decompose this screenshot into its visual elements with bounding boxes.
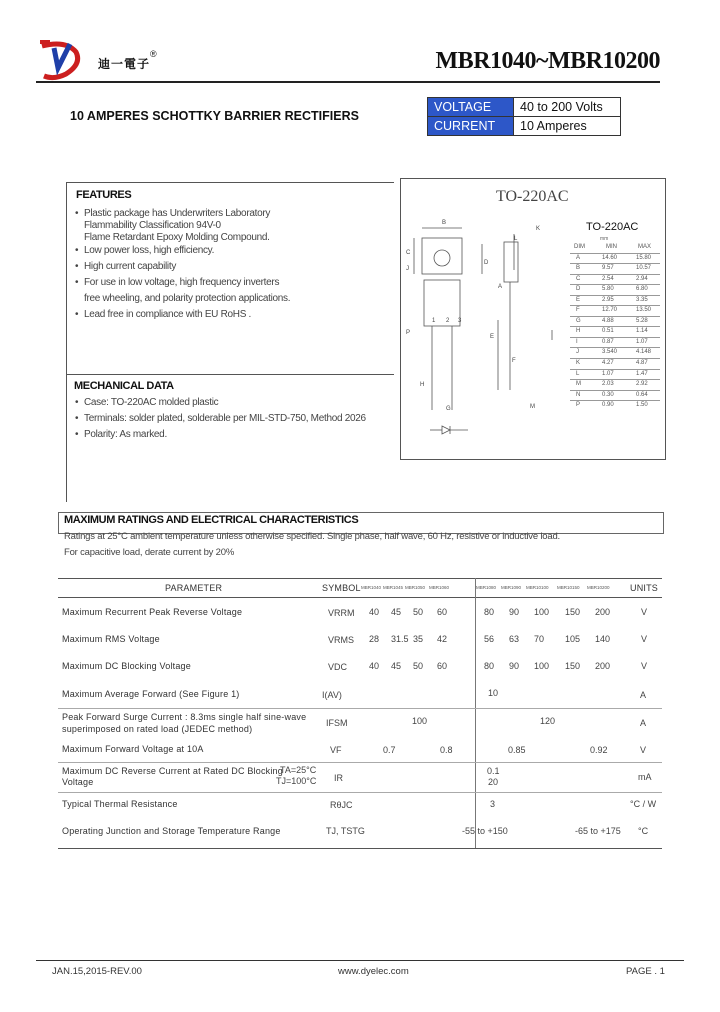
value-cell: 56 xyxy=(484,634,495,644)
dimension-unit: mm xyxy=(600,236,609,242)
dimension-cell: 13.50 xyxy=(636,307,652,314)
dimension-cell: 2.95 xyxy=(602,296,614,303)
param-label: Maximum RMS Voltage xyxy=(62,634,160,644)
dimension-cell: J xyxy=(576,349,579,356)
dimension-row xyxy=(570,390,660,401)
value-cell: 140 xyxy=(595,634,611,644)
dimension-cell: M xyxy=(576,381,581,388)
spec-key: VOLTAGE xyxy=(428,98,514,117)
dim-label: H xyxy=(420,382,425,388)
dimension-cell: 2.94 xyxy=(636,275,648,282)
value-surge-b: 120 xyxy=(540,716,556,726)
dimension-cell: F xyxy=(576,307,580,314)
value-temp-b: -65 to +175 xyxy=(575,826,621,836)
table-group-divider xyxy=(475,578,476,848)
dimension-cell: 0.90 xyxy=(602,402,614,409)
mechanical-rule xyxy=(66,374,394,375)
header-rule xyxy=(36,81,660,83)
dim-label: G xyxy=(446,406,451,412)
dimension-cell: G xyxy=(576,317,581,324)
model-header: MBR1050 xyxy=(405,585,426,590)
dimension-cell: H xyxy=(576,328,581,335)
symbol-vf: VF xyxy=(330,745,342,755)
dimension-cell: 9.57 xyxy=(602,265,614,272)
value-cell: 80 xyxy=(484,661,495,671)
value-cell: 40 xyxy=(369,661,380,671)
dimension-cell: 0.87 xyxy=(602,338,614,345)
footer-page: PAGE . 1 xyxy=(626,966,665,977)
dim-label: 1 xyxy=(432,318,436,324)
param-label: Maximum DC Blocking Voltage xyxy=(62,661,191,671)
dimension-row xyxy=(570,253,660,264)
dimension-cell: N xyxy=(576,391,581,398)
dimension-row xyxy=(570,379,660,390)
dim-label: M xyxy=(530,404,535,410)
spec-summary-table xyxy=(427,97,621,136)
dim-label: J xyxy=(406,266,409,272)
dimension-cell: 4.88 xyxy=(602,317,614,324)
list-item-text: High current capability xyxy=(84,261,177,272)
list-item xyxy=(84,293,384,305)
unit-avg-forward: A xyxy=(640,690,647,700)
list-item: • High current capability xyxy=(75,261,177,272)
col-header-units: UNITS xyxy=(630,583,658,593)
value-vf: 0.92 xyxy=(590,745,608,755)
symbol-surge: IFSM xyxy=(326,718,348,728)
company-name: 迪一電子 xyxy=(98,57,151,71)
model-header: MBR1060 xyxy=(429,585,450,590)
footer-url[interactable]: www.dyelec.com xyxy=(338,966,409,977)
value-thermal: 3 xyxy=(490,799,496,809)
mechanical-title: MECHANICAL DATA xyxy=(74,380,174,392)
dimension-cell: 5.80 xyxy=(602,286,614,293)
dimension-row xyxy=(570,358,660,369)
symbol-cell: VDC xyxy=(328,662,348,672)
dimension-table-title: TO-220AC xyxy=(586,221,639,233)
dimension-cell: 10.57 xyxy=(636,265,652,272)
value-cell: 50 xyxy=(413,607,424,617)
dimension-rows xyxy=(570,253,660,411)
dimension-cell: A xyxy=(576,254,581,261)
dimension-cell: 3.35 xyxy=(636,296,648,303)
ratings-note-1: Ratings at 25°C ambient temperature unless otherwise specified. Single phase, half wave, 60 Hz, resistive or inductive load. xyxy=(64,531,560,542)
dimension-cell: 6.80 xyxy=(636,286,648,293)
unit-cell: V xyxy=(641,634,648,644)
dimension-cell: D xyxy=(576,286,581,293)
dimension-cell: 14.60 xyxy=(602,254,618,261)
model-header: MBR1080 xyxy=(476,585,497,590)
list-item-text: Terminals: solder plated, solderable per MIL-STD-750, Method 2026 xyxy=(84,413,366,424)
dim-header: MAX xyxy=(638,244,652,250)
dimension-cell: 4.87 xyxy=(636,360,648,367)
dimension-row xyxy=(570,337,660,348)
dimension-row xyxy=(570,400,660,411)
list-item xyxy=(84,220,384,232)
dimension-cell: 2.03 xyxy=(602,381,614,388)
dimension-cell: P xyxy=(576,402,581,409)
value-cell: 70 xyxy=(534,634,545,644)
dimension-row xyxy=(570,326,660,337)
registered-mark: ® xyxy=(150,49,157,59)
symbol-thermal: RθJC xyxy=(330,800,353,810)
dimension-row xyxy=(570,369,660,380)
table-top-rule xyxy=(58,578,662,579)
value-cell: 200 xyxy=(595,607,611,617)
symbol-temp: TJ, TSTG xyxy=(326,826,365,836)
dimension-cell: 1.07 xyxy=(602,370,614,377)
footer-rule xyxy=(36,960,684,961)
value-cell: 63 xyxy=(509,634,520,644)
unit-temp: °C xyxy=(638,826,649,836)
param-thermal: Typical Thermal Resistance xyxy=(62,799,178,809)
list-item-text: Low power loss, high efficiency. xyxy=(84,245,215,256)
value-cell: 28 xyxy=(369,634,380,644)
symbol-ir: IR xyxy=(334,773,343,783)
package-outline-drawing xyxy=(402,210,567,450)
dimension-cell: 0.51 xyxy=(602,328,614,335)
dimension-row xyxy=(570,316,660,327)
dimension-row xyxy=(570,295,660,306)
dimension-cell: E xyxy=(576,296,581,303)
value-cell: 100 xyxy=(534,607,550,617)
model-header: MBR1090 xyxy=(501,585,522,590)
value-cell: 60 xyxy=(437,661,448,671)
dimension-cell: B xyxy=(576,265,581,272)
list-item xyxy=(84,232,384,244)
ir-temp-2: TJ=100°C xyxy=(276,776,317,786)
dim-header: MIN xyxy=(606,244,617,250)
list-item: • Terminals: solder plated, solderable per MIL-STD-750, Method 2026 xyxy=(75,413,366,424)
ratings-note-2: For capacitive load, derate current by 20% xyxy=(64,547,235,558)
list-item-text: Case: TO-220AC molded plastic xyxy=(84,397,219,408)
unit-cell: V xyxy=(641,607,648,617)
dimension-cell: 0.30 xyxy=(602,391,614,398)
param-label: Maximum Recurrent Peak Reverse Voltage xyxy=(62,607,243,617)
part-number-title: MBR1040~MBR10200 xyxy=(435,48,660,74)
value-cell: 150 xyxy=(565,607,581,617)
dimension-cell: 2.92 xyxy=(636,381,648,388)
value-cell: 50 xyxy=(413,661,424,671)
value-cell: 40 xyxy=(369,607,380,617)
value-cell: 80 xyxy=(484,607,495,617)
col-header-symbol: SYMBOL xyxy=(322,583,361,593)
param-temp: Operating Junction and Storage Temperature Range xyxy=(62,826,281,836)
row-rule xyxy=(58,762,662,763)
unit-cell: V xyxy=(641,661,648,671)
value-cell: 150 xyxy=(565,661,581,671)
list-item: • Case: TO-220AC molded plastic xyxy=(75,397,219,408)
dimension-header-row xyxy=(570,243,660,253)
symbol-cell: VRRM xyxy=(328,608,355,618)
symbol-cell: VRMS xyxy=(328,635,355,645)
value-avg-forward: 10 xyxy=(488,688,499,698)
dim-label: E xyxy=(490,334,495,340)
value-temp-a: -55 to +150 xyxy=(462,826,508,836)
mechanical-list xyxy=(75,397,394,441)
dimension-cell: C xyxy=(576,275,581,282)
dim-label: A xyxy=(498,284,503,290)
dim-label: C xyxy=(406,250,411,256)
spec-row-voltage xyxy=(428,98,621,117)
dimension-table xyxy=(570,243,660,411)
list-item-text: Flame Retardant Epoxy Molding Compound. xyxy=(84,232,270,243)
value-cell: 31.5 xyxy=(391,634,409,644)
dim-label: L xyxy=(514,236,518,242)
dimension-cell: 1.07 xyxy=(636,338,648,345)
model-header: MBR1040 xyxy=(361,585,382,590)
spec-row-current xyxy=(428,117,621,136)
row-rule xyxy=(58,708,662,709)
dimension-cell: 1.14 xyxy=(636,328,648,335)
list-item-text: Flammability Classification 94V-0 xyxy=(84,220,221,231)
features-list xyxy=(75,208,384,321)
dimension-cell: K xyxy=(576,360,581,367)
list-item-text: Polarity: As marked. xyxy=(84,429,167,440)
company-logo xyxy=(36,38,100,82)
param-ir-1: Maximum DC Reverse Current at Rated DC Blocking xyxy=(62,766,283,776)
footer-date: JAN.15,2015-REV.00 xyxy=(52,966,142,977)
value-cell: 35 xyxy=(413,634,424,644)
dimension-row xyxy=(570,263,660,274)
dim-header: DIM xyxy=(574,244,585,250)
value-cell: 60 xyxy=(437,607,448,617)
dimension-row xyxy=(570,274,660,285)
value-vf: 0.8 xyxy=(440,745,453,755)
model-header: MBR10100 xyxy=(526,585,549,590)
dimension-cell: I xyxy=(576,338,578,345)
param-surge-2: superimposed on rated load (JEDEC method) xyxy=(62,724,253,734)
dimension-row xyxy=(570,305,660,316)
unit-thermal: °C / W xyxy=(630,799,657,809)
value-cell: 45 xyxy=(391,607,402,617)
dim-label: B xyxy=(442,220,447,226)
col-header-parameter: PARAMETER xyxy=(165,583,223,593)
ratings-title: MAXIMUM RATINGS AND ELECTRICAL CHARACTERISTICS xyxy=(64,514,359,526)
document-subtitle: 10 AMPERES SCHOTTKY BARRIER RECTIFIERS xyxy=(70,109,359,123)
list-item-text: Lead free in compliance with EU RoHS . xyxy=(84,309,252,320)
value-cell: 200 xyxy=(595,661,611,671)
list-item: • Lead free in compliance with EU RoHS . xyxy=(75,309,252,320)
value-cell: 42 xyxy=(437,634,448,644)
param-avg-forward: Maximum Average Forward (See Figure 1) xyxy=(62,689,240,699)
dimension-cell: L xyxy=(576,370,580,377)
dimension-cell: 5.28 xyxy=(636,317,648,324)
list-item: • Plastic package has Underwriters Laboratory xyxy=(75,208,271,219)
param-surge-1: Peak Forward Surge Current : 8.3ms single half sine-wave xyxy=(62,712,307,722)
dimension-cell: 12.70 xyxy=(602,307,618,314)
value-surge-a: 100 xyxy=(412,716,428,726)
model-header: MBR10200 xyxy=(587,585,610,590)
param-ir-2: Voltage xyxy=(62,777,94,787)
spec-value: 10 Amperes xyxy=(514,117,621,136)
value-cell: 90 xyxy=(509,661,520,671)
row-rule xyxy=(58,792,662,793)
dim-label: 2 xyxy=(446,318,450,324)
dimension-cell: 1.47 xyxy=(636,370,648,377)
dimension-cell: 1.50 xyxy=(636,402,648,409)
package-title: TO-220AC xyxy=(496,188,569,205)
spec-key: CURRENT xyxy=(428,117,514,136)
list-item-text: For use in low voltage, high frequency inverters xyxy=(84,277,280,288)
model-header: MBR1045 xyxy=(383,585,404,590)
features-title: FEATURES xyxy=(76,189,132,201)
dim-label: D xyxy=(484,260,489,266)
dimension-cell: 15.80 xyxy=(636,254,652,261)
model-header: MBR10150 xyxy=(557,585,580,590)
dimension-row xyxy=(570,347,660,358)
dimension-cell: 0.64 xyxy=(636,391,648,398)
table-header-rule xyxy=(58,597,662,598)
value-ir-2: 20 xyxy=(488,777,499,787)
unit-surge: A xyxy=(640,718,647,728)
symbol-avg-forward: I(AV) xyxy=(322,690,342,700)
unit-ir: mA xyxy=(638,772,652,782)
list-item: • Low power loss, high efficiency. xyxy=(75,245,215,256)
dimension-cell: 2.54 xyxy=(602,275,614,282)
param-vf: Maximum Forward Voltage at 10A xyxy=(62,744,204,754)
value-ir-1: 0.1 xyxy=(487,766,500,776)
list-item-text: free wheeling, and polarity protection applications. xyxy=(84,293,291,304)
list-item: • Polarity: As marked. xyxy=(75,429,167,440)
features-top-rule xyxy=(66,182,394,183)
dim-label: F xyxy=(512,358,516,364)
value-vf: 0.7 xyxy=(383,745,396,755)
dimension-cell: 4.27 xyxy=(602,360,614,367)
spec-value: 40 to 200 Volts xyxy=(514,98,621,117)
value-cell: 90 xyxy=(509,607,520,617)
value-cell: 100 xyxy=(534,661,550,671)
unit-vf: V xyxy=(640,745,647,755)
value-vf: 0.85 xyxy=(508,745,526,755)
list-item-text: Plastic package has Underwriters Laboratory xyxy=(84,208,271,219)
dimension-row xyxy=(570,284,660,295)
ir-temp-1: TA=25°C xyxy=(280,765,317,775)
value-cell: 45 xyxy=(391,661,402,671)
value-cell: 105 xyxy=(565,634,581,644)
features-left-rule xyxy=(66,182,67,502)
dim-label: 3 xyxy=(458,318,462,324)
table-bottom-rule xyxy=(58,848,662,849)
list-item: • For use in low voltage, high frequency inverters xyxy=(75,277,280,288)
dimension-cell: 3.540 xyxy=(602,349,618,356)
dim-label: K xyxy=(536,226,541,232)
dim-label: P xyxy=(406,330,411,336)
dimension-cell: 4.148 xyxy=(636,349,652,356)
